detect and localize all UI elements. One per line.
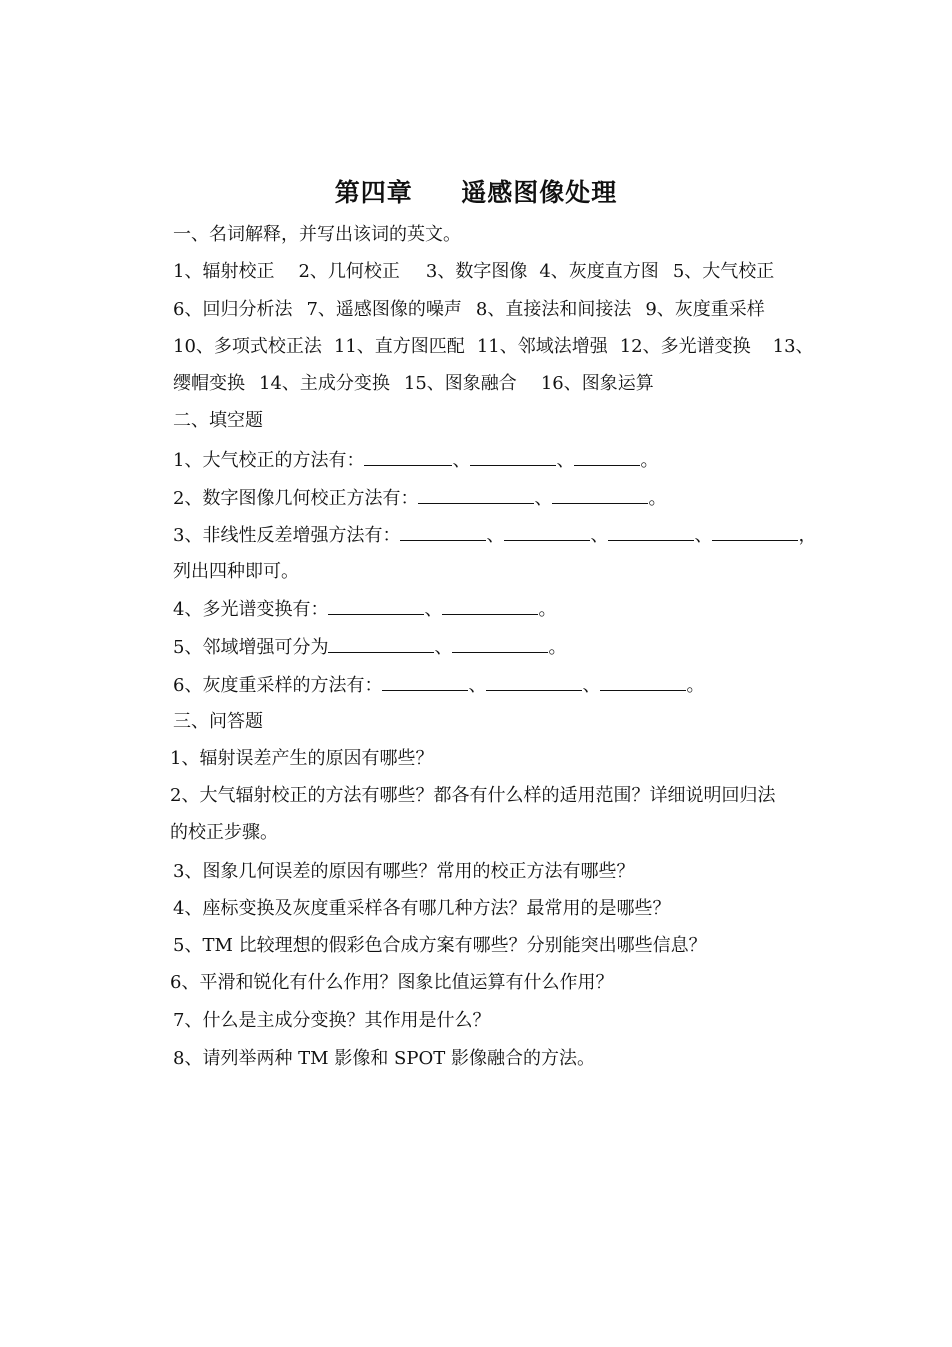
question-text: 2、数字图像几何校正方法有：: [173, 488, 419, 509]
term: 16、图象运算: [540, 373, 654, 394]
qa-question-4: 4、座标变换及灰度重采样各有哪几种方法？最常用的是哪些？: [173, 898, 671, 919]
question-text: 4、多光谱变换有：: [173, 599, 329, 620]
separator: 、: [486, 525, 505, 546]
answer-blank[interactable]: [328, 598, 424, 615]
term: 3、数字图像: [425, 261, 528, 282]
period: 。: [640, 450, 659, 471]
question-text: 5、邻域增强可分为: [173, 637, 329, 658]
fill-question-3: [173, 524, 816, 547]
answer-blank[interactable]: [712, 524, 798, 541]
term: 6、回归分析法: [173, 299, 293, 320]
term: 5、大气校正: [672, 261, 775, 282]
term: 13、: [772, 336, 814, 357]
answer-blank[interactable]: [364, 449, 452, 466]
term: 10、多项式校正法: [173, 336, 322, 357]
term: 9、灰度重采样: [645, 299, 765, 320]
separator: 、: [590, 525, 609, 546]
term: 缨帽变换: [173, 373, 245, 394]
question-text: 6、灰度重采样的方法有：: [173, 675, 383, 696]
fill-question-2: [173, 487, 666, 510]
qa-question-7: 7、什么是主成分变换？其作用是什么？: [173, 1010, 491, 1031]
answer-blank[interactable]: [504, 524, 590, 541]
answer-blank[interactable]: [470, 449, 556, 466]
answer-blank[interactable]: [400, 524, 486, 541]
answer-blank[interactable]: [574, 449, 640, 466]
term: 8、直接法和间接法: [475, 299, 632, 320]
separator: 、: [424, 599, 443, 620]
section-heading-definitions: 一、名词解释，并写出该词的英文。: [173, 224, 461, 245]
answer-blank[interactable]: [442, 598, 538, 615]
answer-blank[interactable]: [452, 636, 548, 653]
term: 12、多光谱变换: [619, 336, 751, 357]
answer-blank[interactable]: [600, 674, 686, 691]
chapter-title: 第四章 遥感图像处理: [334, 178, 618, 207]
separator: 、: [582, 675, 601, 696]
term: 11、直方图匹配: [333, 336, 465, 357]
terms-line-4: [173, 373, 654, 395]
separator: 、: [534, 488, 553, 509]
fill-question-1: [173, 449, 658, 472]
answer-blank[interactable]: [382, 674, 468, 691]
answer-blank[interactable]: [486, 674, 582, 691]
term: 14、主成分变换: [259, 373, 390, 394]
qa-question-5: 5、TM 比较理想的假彩色合成方案有哪些？分别能突出哪些信息？: [173, 935, 707, 956]
qa-question-3: 3、图象几何误差的原因有哪些？常用的校正方法有哪些？: [173, 861, 635, 882]
term: 7、遥感图像的噪声: [306, 299, 462, 320]
term: 11、邻域法增强: [476, 336, 608, 357]
answer-blank[interactable]: [552, 487, 648, 504]
separator: 、: [452, 450, 471, 471]
separator: 、: [434, 637, 453, 658]
fill-question-4: [173, 598, 556, 621]
section-heading-fill-in: 二、填空题: [173, 410, 263, 431]
answer-blank[interactable]: [328, 636, 434, 653]
qa-question-6: 6、平滑和锐化有什么作用？图象比值运算有什么作用？: [170, 972, 614, 993]
term: 2、几何校正: [298, 261, 400, 282]
answer-blank[interactable]: [608, 524, 694, 541]
qa-question-2: 2、大气辐射校正的方法有哪些？都各有什么样的适用范围？详细说明回归法: [170, 785, 776, 806]
question-text: 3、非线性反差增强方法有：: [173, 525, 401, 546]
period: 。: [686, 675, 705, 696]
period: 。: [648, 488, 667, 509]
term: 15、图象融合: [403, 373, 517, 394]
question-text: 1、大气校正的方法有：: [173, 450, 365, 471]
fill-question-5: [173, 636, 566, 659]
period: 。: [538, 599, 557, 620]
terms-line-3: [173, 336, 814, 358]
terms-line-2: [173, 299, 765, 321]
separator: 、: [556, 450, 575, 471]
qa-question-8: 8、请列举两种 TM 影像和 SPOT 影像融合的方法。: [173, 1048, 595, 1069]
qa-question-1: 1、辐射误差产生的原因有哪些？: [170, 748, 434, 769]
answer-blank[interactable]: [418, 487, 534, 504]
separator: 、: [468, 675, 487, 696]
period: 。: [548, 637, 567, 658]
fill-question-6: [173, 674, 704, 697]
separator: 、: [694, 525, 713, 546]
section-heading-qa: 三、问答题: [173, 711, 263, 732]
terms-line-1: [173, 261, 774, 283]
qa-question-2-continued: 的校正步骤。: [170, 822, 278, 843]
comma: ，: [798, 525, 817, 546]
term: 1、辐射校正: [173, 261, 275, 282]
fill-question-3-continued: 列出四种即可。: [173, 561, 299, 582]
term: 4、灰度直方图: [539, 261, 659, 282]
